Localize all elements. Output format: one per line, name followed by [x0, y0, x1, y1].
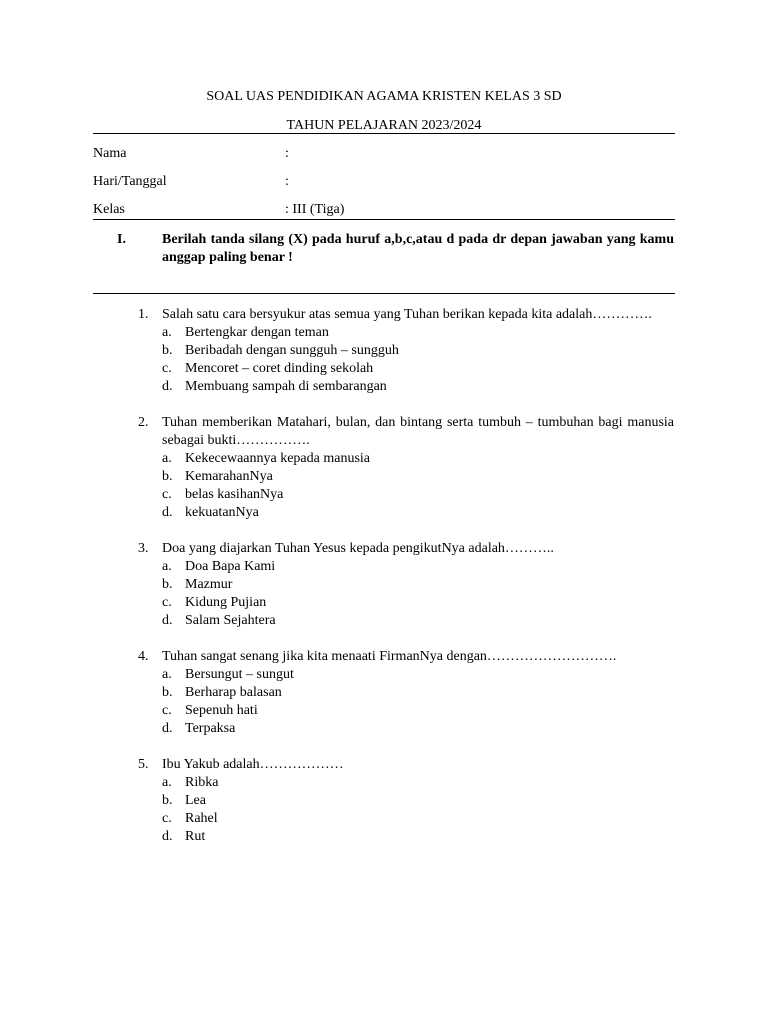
question-number: 2. — [138, 415, 149, 430]
question-row — [138, 414, 674, 450]
question-item — [138, 540, 674, 630]
option-text: Bertengkar dengan teman — [185, 325, 329, 340]
answer-options — [138, 666, 674, 738]
section-divider — [93, 293, 675, 294]
option-letter: b. — [162, 685, 173, 700]
option-text: Mencoret – coret dinding sekolah — [185, 361, 374, 376]
info-divider — [93, 219, 675, 220]
option-letter: b. — [162, 793, 173, 808]
answer-option[interactable] — [162, 810, 674, 828]
exam-title: SOAL UAS PENDIDIKAN AGAMA KRISTEN KELAS 3 SD — [206, 89, 562, 104]
answer-option[interactable] — [162, 720, 674, 738]
name-label: Nama — [93, 146, 127, 161]
option-text: Lea — [185, 793, 206, 808]
option-text: Mazmur — [185, 577, 233, 592]
answer-option[interactable] — [162, 594, 674, 612]
option-letter: b. — [162, 469, 173, 484]
answer-option[interactable] — [162, 360, 674, 378]
option-text: Berharap balasan — [185, 685, 282, 700]
answer-option[interactable] — [162, 450, 674, 468]
option-letter: b. — [162, 577, 173, 592]
option-text: Beribadah dengan sungguh – sungguh — [185, 343, 399, 358]
question-row — [138, 648, 674, 666]
name-value: : — [285, 146, 289, 161]
question-item — [138, 414, 674, 522]
answer-options — [138, 774, 674, 846]
answer-option[interactable] — [162, 378, 674, 396]
question-number: 3. — [138, 541, 149, 556]
option-letter: a. — [162, 451, 172, 466]
option-letter: d. — [162, 505, 173, 520]
option-letter: d. — [162, 829, 173, 844]
answer-options — [138, 558, 674, 630]
question-number: 5. — [138, 757, 149, 772]
option-text: Rut — [185, 829, 206, 844]
section-number: I. — [117, 232, 126, 247]
answer-option[interactable] — [162, 666, 674, 684]
option-text: Ribka — [185, 775, 219, 790]
question-text: Ibu Yakub adalah……………… — [162, 757, 344, 772]
option-text: Sepenuh hati — [185, 703, 258, 718]
option-text: Salam Sejahtera — [185, 613, 276, 628]
option-text: kekuatanNya — [185, 505, 259, 520]
option-text: Kekecewaannya kepada manusia — [185, 451, 371, 466]
answer-option[interactable] — [162, 504, 674, 522]
school-year: TAHUN PELAJARAN 2023/2024 — [286, 118, 482, 133]
question-list — [138, 306, 674, 864]
option-letter: a. — [162, 775, 172, 790]
option-text: Bersungut – sungut — [185, 667, 294, 682]
answer-option[interactable] — [162, 828, 674, 846]
class-value: : III (Tiga) — [285, 202, 345, 217]
option-letter: a. — [162, 559, 172, 574]
question-number: 4. — [138, 649, 149, 664]
question-item — [138, 306, 674, 396]
answer-option[interactable] — [162, 342, 674, 360]
option-letter: d. — [162, 721, 173, 736]
option-letter: d. — [162, 613, 173, 628]
option-letter: a. — [162, 667, 172, 682]
answer-options — [138, 450, 674, 522]
question-row — [138, 756, 674, 774]
answer-option[interactable] — [162, 576, 674, 594]
question-row — [138, 306, 674, 324]
option-text: KemarahanNya — [185, 469, 273, 484]
question-text: Salah satu cara bersyukur atas semua yang Tuhan berikan kepada kita adalah…………. — [162, 307, 652, 322]
option-letter: c. — [162, 595, 172, 610]
question-row — [138, 540, 674, 558]
answer-option[interactable] — [162, 702, 674, 720]
question-item — [138, 648, 674, 738]
date-value: : — [285, 174, 289, 189]
answer-option[interactable] — [162, 792, 674, 810]
option-letter: c. — [162, 703, 172, 718]
option-text: Rahel — [185, 811, 218, 826]
option-text: Doa Bapa Kami — [185, 559, 276, 574]
header-divider — [93, 133, 675, 134]
option-letter: c. — [162, 361, 172, 376]
class-label: Kelas — [93, 202, 125, 217]
question-text: Tuhan sangat senang jika kita menaati FirmanNya dengan………………………. — [162, 649, 617, 664]
option-letter: a. — [162, 325, 172, 340]
date-label: Hari/Tanggal — [93, 174, 167, 189]
option-letter: d. — [162, 379, 173, 394]
section-instruction: Berilah tanda silang (X) pada huruf a,b,c,atau d pada dr depan jawaban yang kamu anggap paling benar ! — [162, 232, 674, 265]
option-letter: c. — [162, 811, 172, 826]
option-text: Terpaksa — [185, 721, 236, 736]
answer-option[interactable] — [162, 774, 674, 792]
option-text: Kidung Pujian — [185, 595, 267, 610]
option-letter: c. — [162, 487, 172, 502]
answer-option[interactable] — [162, 486, 674, 504]
answer-option[interactable] — [162, 324, 674, 342]
answer-option[interactable] — [162, 558, 674, 576]
option-letter: b. — [162, 343, 173, 358]
option-text: Membuang sampah di sembarangan — [185, 379, 387, 394]
question-text: Tuhan memberikan Matahari, bulan, dan bintang serta tumbuh – tumbuhan bagi manusia sebagai bukti……………. — [162, 415, 674, 448]
question-text: Doa yang diajarkan Tuhan Yesus kepada pengikutNya adalah……….. — [162, 541, 554, 556]
answer-options — [138, 324, 674, 396]
answer-option[interactable] — [162, 612, 674, 630]
question-number: 1. — [138, 307, 149, 322]
question-item — [138, 756, 674, 846]
answer-option[interactable] — [162, 468, 674, 486]
answer-option[interactable] — [162, 684, 674, 702]
option-text: belas kasihanNya — [185, 487, 284, 502]
